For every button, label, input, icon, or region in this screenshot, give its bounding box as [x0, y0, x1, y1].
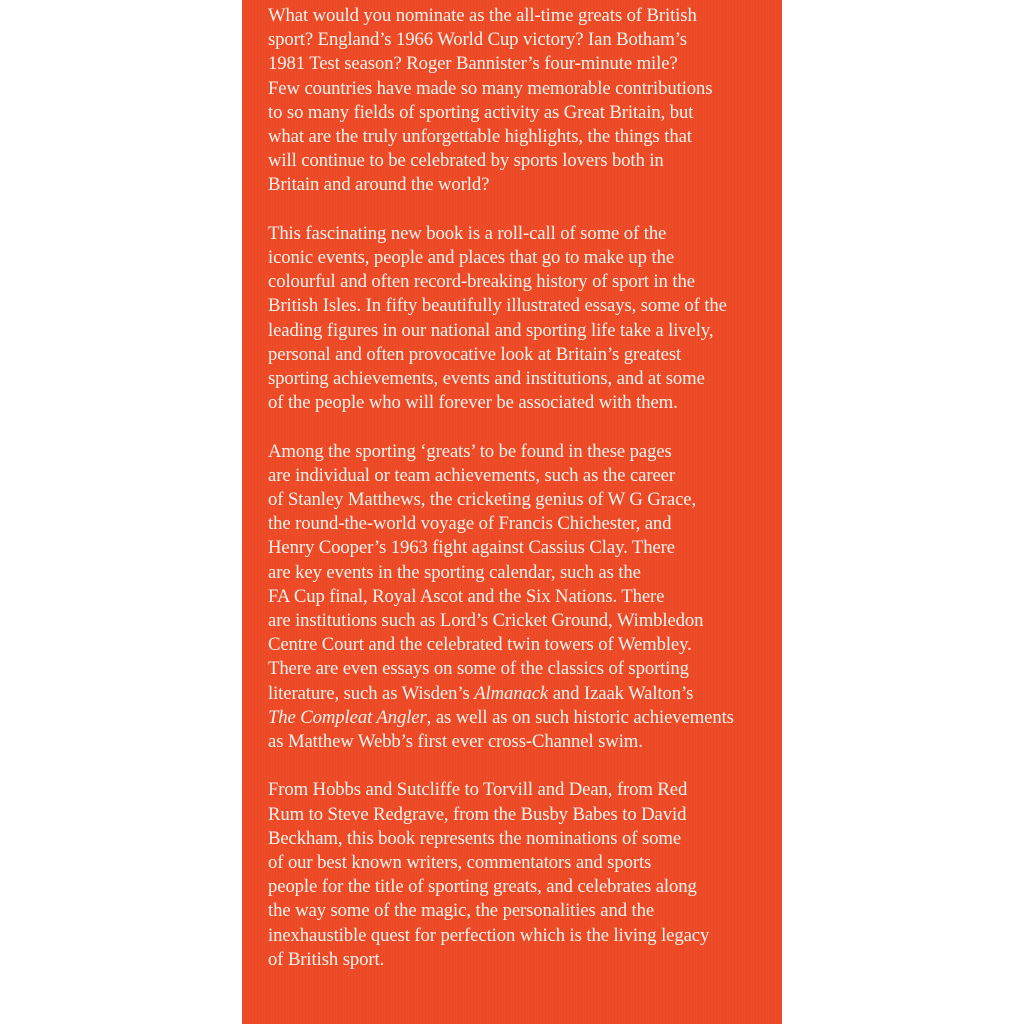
- text-line: as Matthew Webb’s first ever cross-Channel swim.: [268, 731, 643, 753]
- text-line: of British sport.: [268, 948, 385, 970]
- paragraph-4: [268, 778, 768, 972]
- text-line: are institutions such as Lord’s Cricket Ground, Wimbledon: [268, 610, 704, 632]
- text-line: people for the title of sporting greats, and celebrates along: [268, 876, 697, 898]
- text-line: Britain and around the world?: [268, 174, 490, 196]
- text-line: Few countries have made so many memorable contributions: [268, 77, 713, 99]
- text-line: Henry Cooper’s 1963 fight against Cassius Clay. There: [268, 537, 675, 559]
- text-segment: literature, such as Wisden’s: [268, 682, 475, 704]
- text-line: to so many fields of sporting activity as Great Britain, but: [268, 101, 694, 123]
- text-line: iconic events, people and places that go to make up the: [268, 247, 675, 269]
- text-line: of Stanley Matthews, the cricketing genius of W G Grace,: [268, 489, 697, 511]
- text-line: what are the truly unforgettable highlights, the things that: [268, 126, 692, 148]
- text-line: What would you nominate as the all-time greats of British: [268, 5, 697, 26]
- text-segment: and Izaak Walton’s: [548, 682, 694, 704]
- text-line: of our best known writers, commentators and sports: [268, 852, 652, 874]
- text-line: are individual or team achievements, such as the career: [268, 464, 675, 486]
- paragraph-2: [268, 222, 768, 416]
- text-line: 1981 Test season? Roger Bannister’s four-minute mile?: [268, 53, 678, 75]
- text-line: the round-the-world voyage of Francis Chichester, and: [268, 513, 672, 535]
- text-line: From Hobbs and Sutcliffe to Torvill and Dean, from Red: [268, 779, 688, 801]
- text-line: Centre Court and the celebrated twin towers of Wembley.: [268, 634, 692, 656]
- text-line: There are even essays on some of the classics of sporting: [268, 658, 689, 680]
- text-line: of the people who will forever be associated with them.: [268, 392, 678, 414]
- text-line: the way some of the magic, the personalities and the: [268, 900, 655, 922]
- text-line: FA Cup final, Royal Ascot and the Six Nations. There: [268, 585, 665, 607]
- text-line: personal and often provocative look at Britain’s greatest: [268, 343, 682, 365]
- paragraph-1: [268, 4, 768, 198]
- text-line: sport? England’s 1966 World Cup victory? Ian Botham’s: [268, 29, 687, 51]
- text-line: colourful and often record-breaking history of sport in the: [268, 271, 695, 293]
- text-line: British Isles. In fifty beautifully illustrated essays, some of the: [268, 295, 727, 317]
- text-line: leading figures in our national and sporting life take a lively,: [268, 319, 714, 341]
- book-title-compleat-angler: The Compleat Angler: [268, 706, 427, 728]
- text-line: Among the sporting ‘greats’ to be found in these pages: [268, 440, 672, 462]
- text-line: [268, 682, 768, 706]
- text-line: This fascinating new book is a roll-call of some of the: [268, 222, 667, 244]
- text-line: Rum to Steve Redgrave, from the Busby Babes to David: [268, 803, 687, 825]
- text-segment: , as well as on such historic achievements: [426, 706, 734, 728]
- paragraph-3: [268, 440, 768, 755]
- text-line: Beckham, this book represents the nominations of some: [268, 827, 682, 849]
- text-line: will continue to be celebrated by sports lovers both in: [268, 150, 664, 172]
- text-line: are key events in the sporting calendar, such as the: [268, 561, 641, 583]
- blurb-text: [268, 4, 768, 996]
- text-line: [268, 706, 768, 730]
- text-line: sporting achievements, events and institutions, and at some: [268, 368, 705, 390]
- text-line: inexhaustible quest for perfection which is the living legacy: [268, 924, 710, 946]
- book-title-almanack: Almanack: [474, 682, 549, 704]
